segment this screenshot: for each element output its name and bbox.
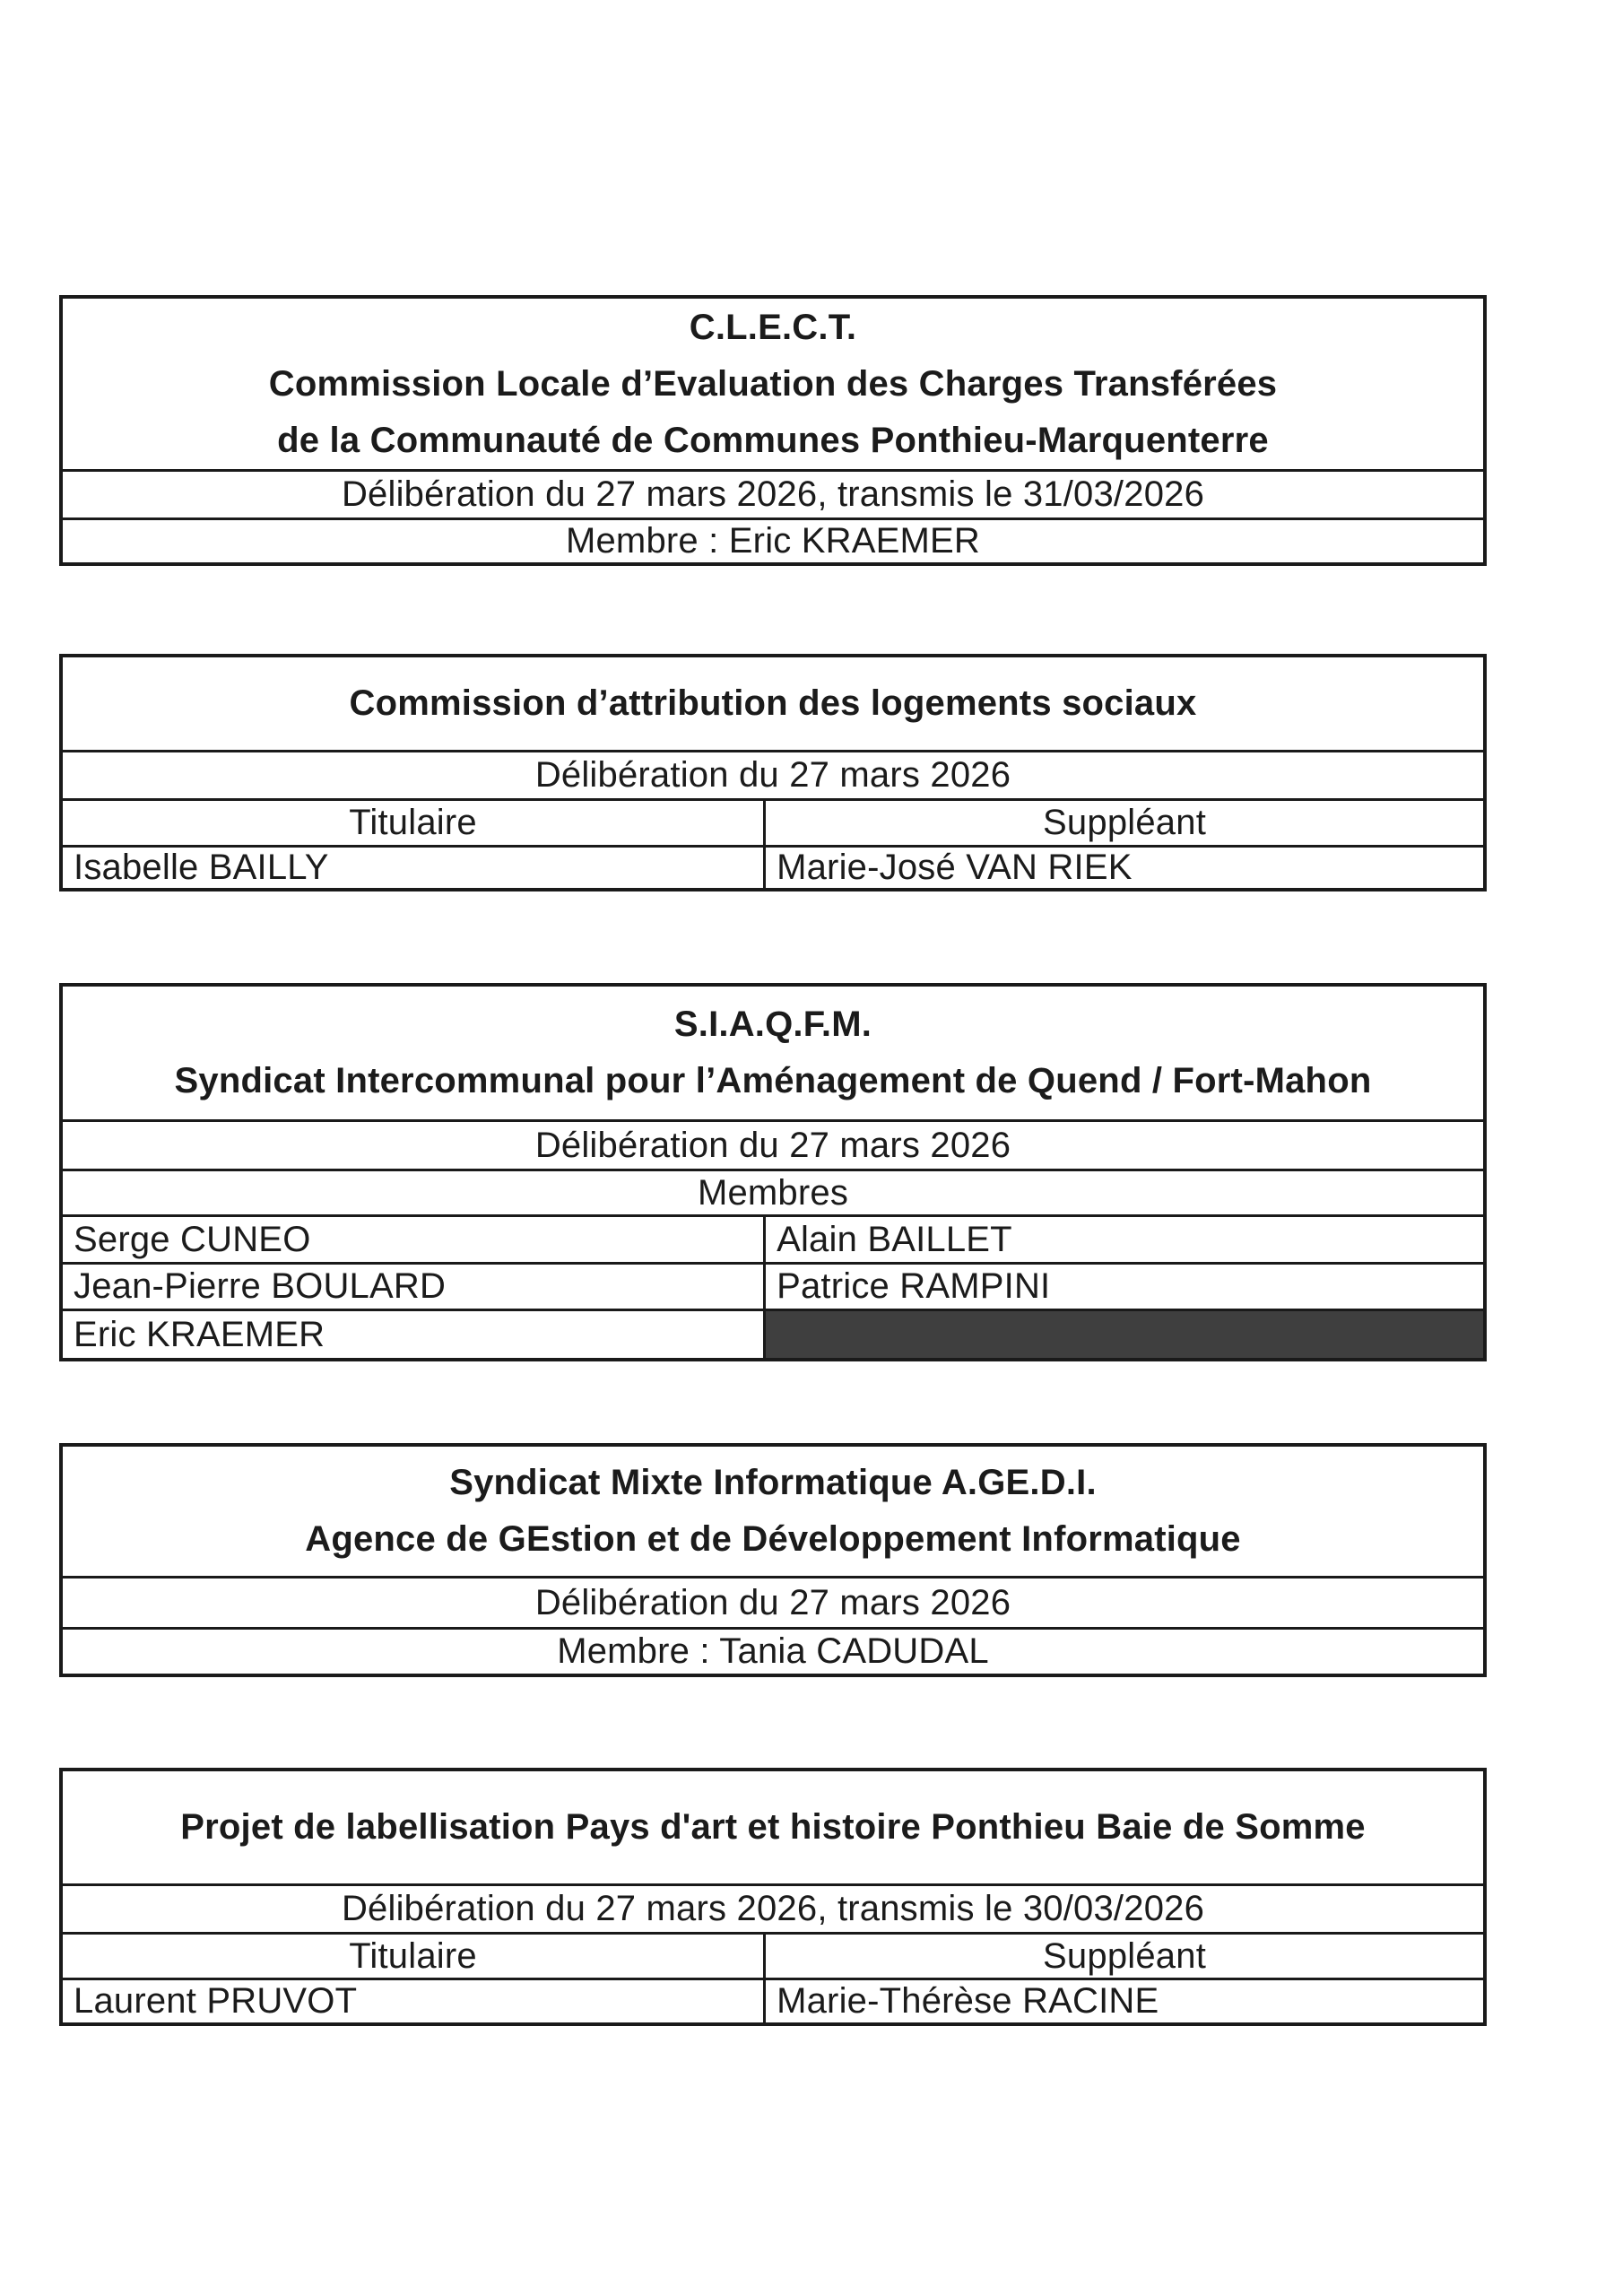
table-row [63, 1214, 1483, 1262]
deliberation-row: Délibération du 27 mars 2026 [63, 750, 1483, 798]
cell-membre: Jean-Pierre BOULARD [63, 1265, 766, 1309]
title-line: Projet de labellisation Pays d'art et histoire Ponthieu Baie de Somme [180, 1807, 1366, 1847]
table-row [63, 845, 1483, 888]
cell-suppleant: Marie-Thérèse RACINE [777, 1981, 1159, 2021]
cell-membre: Eric KRAEMER [63, 1311, 766, 1358]
header-titulaire: Titulaire [63, 1935, 766, 1978]
title-line: S.I.A.Q.F.M. [673, 1004, 872, 1044]
header-suppleant: Suppléant [1043, 803, 1207, 842]
table-clect [59, 295, 1487, 566]
column-header-row [63, 798, 1483, 845]
cell-suppleant: Marie-José VAN RIEK [777, 848, 1133, 887]
table-logements-sociaux [59, 654, 1487, 891]
table-logements-title [63, 657, 1483, 750]
table-siaqfm [59, 983, 1487, 1361]
cell-membre: Serge CUNEO [63, 1217, 766, 1262]
table-labellisation-title [63, 1771, 1483, 1883]
cell-membre: Patrice RAMPINI [777, 1266, 1051, 1306]
deliberation-row: Délibération du 27 mars 2026, transmis le 31/03/2026 [63, 469, 1483, 517]
membre-row: Membre : Tania CADUDAL [63, 1627, 1483, 1674]
title-line: Agence de GEstion et de Développement Informatique [305, 1519, 1241, 1559]
deliberation-row: Délibération du 27 mars 2026 [63, 1119, 1483, 1169]
table-labellisation [59, 1768, 1487, 2026]
membre-row: Membre : Eric KRAEMER [63, 517, 1483, 562]
table-row [63, 1978, 1483, 2022]
title-line: de la Communauté de Communes Ponthieu-Marquenterre [277, 420, 1269, 460]
cell-titulaire: Isabelle BAILLY [63, 848, 766, 888]
table-row [63, 1262, 1483, 1309]
title-line: C.L.E.C.T. [689, 307, 857, 347]
table-siaqfm-title [63, 987, 1483, 1119]
header-suppleant: Suppléant [1043, 1935, 1207, 1976]
table-agedi [59, 1443, 1487, 1677]
cell-filled-black [766, 1311, 1483, 1358]
title-line: Commission d’attribution des logements sociaux [349, 683, 1197, 723]
deliberation-row: Délibération du 27 mars 2026 [63, 1576, 1483, 1627]
title-line: Commission Locale d’Evaluation des Charges Transférées [268, 363, 1278, 404]
cell-titulaire: Laurent PRUVOT [63, 1980, 766, 2022]
table-agedi-title [63, 1447, 1483, 1576]
table-clect-title [63, 299, 1483, 469]
table-row [63, 1309, 1483, 1358]
header-titulaire: Titulaire [63, 801, 766, 845]
title-line: Syndicat Mixte Informatique A.GE.D.I. [449, 1463, 1097, 1502]
title-line: Syndicat Intercommunal pour l’Aménagement de Quend / Fort-Mahon [174, 1061, 1372, 1100]
membres-header-row: Membres [63, 1169, 1483, 1214]
cell-membre: Alain BAILLET [777, 1219, 1012, 1259]
deliberation-row: Délibération du 27 mars 2026, transmis le 30/03/2026 [63, 1883, 1483, 1932]
column-header-row [63, 1932, 1483, 1978]
